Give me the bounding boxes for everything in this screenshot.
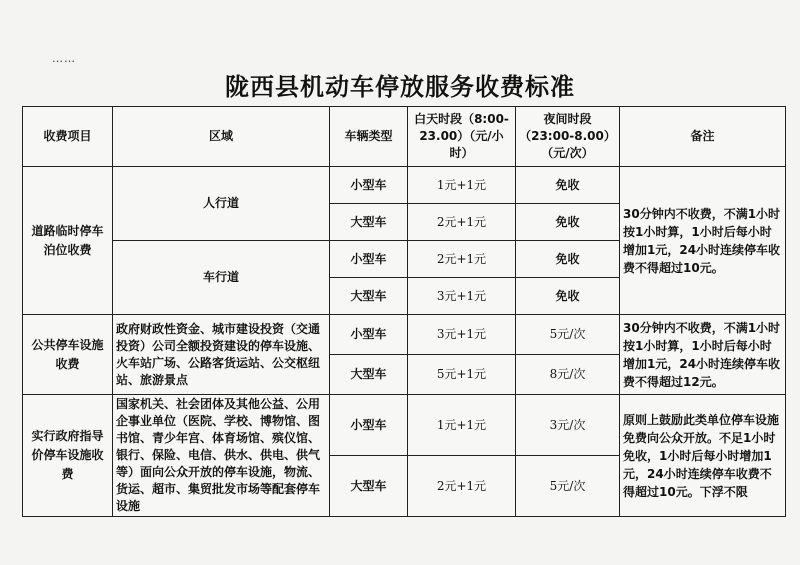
night-fee-cell: 免收 [516, 241, 620, 278]
vehicle-cell: 大型车 [330, 355, 408, 395]
fee-table [22, 106, 786, 517]
day-fee-cell: 2元+1元 [408, 456, 516, 517]
day-fee-cell: 2元+1元 [408, 241, 516, 278]
table-row [23, 395, 786, 456]
vehicle-cell: 大型车 [330, 278, 408, 315]
vehicle-cell: 小型车 [330, 167, 408, 204]
header-dots: …… [52, 52, 76, 65]
vehicle-cell: 大型车 [330, 456, 408, 517]
day-fee-cell: 3元+1元 [408, 278, 516, 315]
header-day: 白天时段（8:00-23.00）（元/小时） [408, 107, 516, 167]
vehicle-cell: 小型车 [330, 241, 408, 278]
night-fee-cell: 3元/次 [516, 395, 620, 456]
night-fee-cell: 免收 [516, 167, 620, 204]
header-note: 备注 [620, 107, 786, 167]
note-cell: 30分钟内不收费，不满1小时按1小时算，1小时后每小时增加1元，24小时连续停车收费不得超过12元。 [620, 315, 786, 395]
area-cell: 政府财政性资金、城市建设投资（交通投资）公司全额投资建设的停车设施、火车站广场、公路客货运站、公交枢纽站、旅游景点 [113, 315, 330, 395]
area-cell: 国家机关、社会团体及其他公益、公用企事业单位（医院、学校、博物馆、图书馆、青少年宫、体育场馆、殡仪馆、银行、保险、电信、供水、供电、供气等）面向公众开放的停车设施，物流、货运、超市、集贸批发市场等配套停车设施 [113, 395, 330, 517]
day-fee-cell: 1元+1元 [408, 395, 516, 456]
header-vehicle: 车辆类型 [330, 107, 408, 167]
night-fee-cell: 8元/次 [516, 355, 620, 395]
vehicle-cell: 小型车 [330, 315, 408, 355]
header-night: 夜间时段（23:00-8.00）（元/次） [516, 107, 620, 167]
page-title: 陇西县机动车停放服务收费标准 [225, 73, 575, 101]
vehicle-cell: 大型车 [330, 204, 408, 241]
night-fee-cell: 5元/次 [516, 315, 620, 355]
day-fee-cell: 1元+1元 [408, 167, 516, 204]
day-fee-cell: 3元+1元 [408, 315, 516, 355]
item-cell: 实行政府指导价停车设施收费 [23, 395, 113, 517]
item-cell: 公共停车设施收费 [23, 315, 113, 395]
day-fee-cell: 5元+1元 [408, 355, 516, 395]
day-fee-cell: 2元+1元 [408, 204, 516, 241]
night-fee-cell: 5元/次 [516, 456, 620, 517]
area-cell: 车行道 [113, 241, 330, 315]
note-cell: 原则上鼓励此类单位停车设施免费向公众开放。不足1小时免收，1小时后每小时增加1元，24小时连续停车收费不得超过10元。下浮不限 [620, 395, 786, 517]
night-fee-cell: 免收 [516, 204, 620, 241]
night-fee-cell: 免收 [516, 278, 620, 315]
table-row [23, 167, 786, 204]
vehicle-cell: 小型车 [330, 395, 408, 456]
header-item: 收费项目 [23, 107, 113, 167]
table-header-row [23, 107, 786, 167]
header-area: 区域 [113, 107, 330, 167]
item-cell: 道路临时停车泊位收费 [23, 167, 113, 315]
area-cell: 人行道 [113, 167, 330, 241]
table-row [23, 315, 786, 355]
note-cell: 30分钟内不收费，不满1小时按1小时算，1小时后每小时增加1元，24小时连续停车收费不得超过10元。 [620, 167, 786, 315]
